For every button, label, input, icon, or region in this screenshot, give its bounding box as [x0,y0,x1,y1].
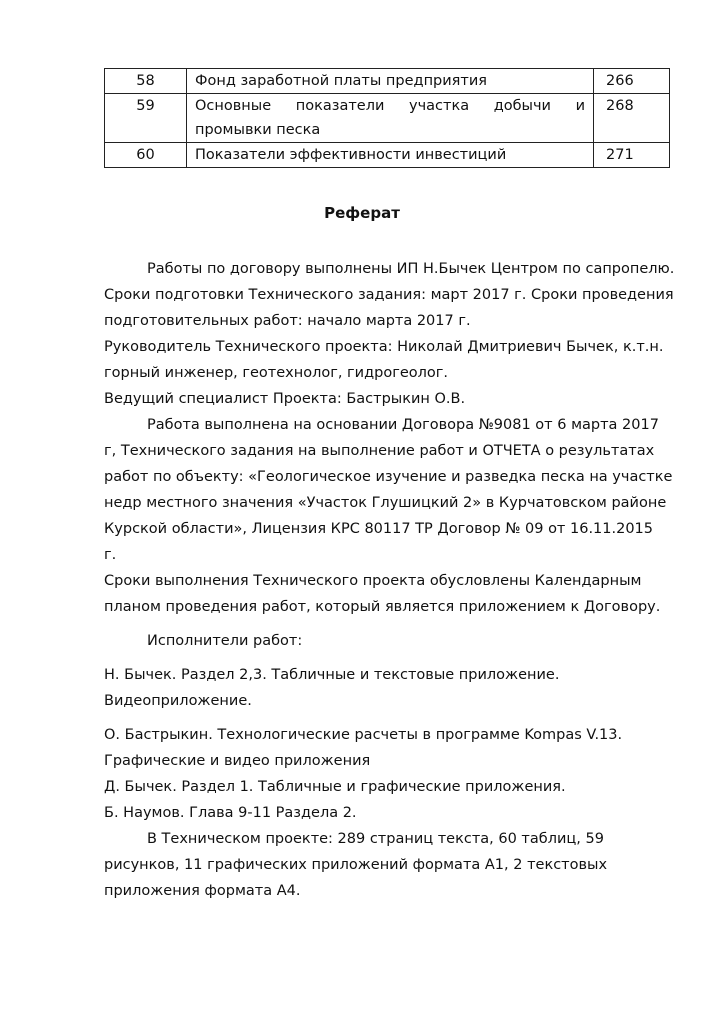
section-heading: Реферат [324,204,400,222]
row-page: 268 [594,94,670,143]
row-title [187,94,594,143]
row-title-line: Основные показатели участка добычи и [195,98,585,114]
paragraph-line: Ведущий специалист Проекта: Бастрыкин О.В. [104,391,466,407]
paragraph-line: Руководитель Технического проекта: Николай Дмитриевич Бычек, к.т.н. [104,339,664,355]
paragraph-line: Исполнители работ: [147,633,303,649]
paragraph-line: г. [104,547,117,563]
row-page: 266 [594,69,670,94]
paragraph-line: подготовительных работ: начало марта 2017 г. [104,313,471,329]
paragraph-line: приложения формата А4. [104,883,301,899]
paragraph-line: работ по объекту: «Геологическое изучение и разведка песка на участке [104,469,673,485]
paragraph-line: О. Бастрыкин. Технологические расчеты в программе Kompas V.13. [104,727,623,743]
paragraph-line: Сроки подготовки Технического задания: март 2017 г. Сроки проведения [104,287,674,303]
row-title: Фонд заработной платы предприятия [187,69,594,94]
abstract-body [104,256,684,904]
paragraph-line: Работа выполнена на основании Договора №9081 от 6 марта 2017 [147,417,659,433]
paragraph-line: горный инженер, геотехнолог, гидрогеолог. [104,365,448,381]
row-title-line: промывки песка [195,122,321,138]
contents-table [104,68,670,168]
paragraph-line: рисунков, 11 графических приложений формата А1, 2 текстовых [104,857,608,873]
table-row [105,143,670,168]
spacer [104,620,684,628]
paragraph-line: Графические и видео приложения [104,753,371,769]
paragraph-line: недр местного значения «Участок Глушицкий 2» в Курчатовском районе [104,495,667,511]
paragraph-line: Н. Бычек. Раздел 2,3. Табличные и текстовые приложение. [104,667,560,683]
row-page: 271 [594,143,670,168]
table-row [105,69,670,94]
row-title: Показатели эффективности инвестиций [187,143,594,168]
row-number: 58 [105,69,187,94]
paragraph-line: г, Технического задания на выполнение работ и ОТЧЕТА о результатах [104,443,655,459]
paragraph-line: Д. Бычек. Раздел 1. Табличные и графические приложения. [104,779,566,795]
row-number: 59 [105,94,187,143]
paragraph-line: Видеоприложение. [104,693,252,709]
table-row [105,94,670,143]
paragraph-line: планом проведения работ, который является приложением к Договору. [104,599,661,615]
paragraph-line: В Техническом проекте: 289 страниц текста, 60 таблиц, 59 [147,831,604,847]
paragraph-line: Работы по договору выполнены ИП Н.Бычек Центром по сапропелю. [147,261,675,277]
paragraph-line: Б. Наумов. Глава 9-11 Раздела 2. [104,805,357,821]
row-number: 60 [105,143,187,168]
spacer [104,654,684,662]
paragraph-line: Сроки выполнения Технического проекта обусловлены Календарным [104,573,642,589]
paragraph-line: Курской области», Лицензия КРС 80117 ТР Договор № 09 от 16.11.2015 [104,521,654,537]
spacer [104,714,684,722]
